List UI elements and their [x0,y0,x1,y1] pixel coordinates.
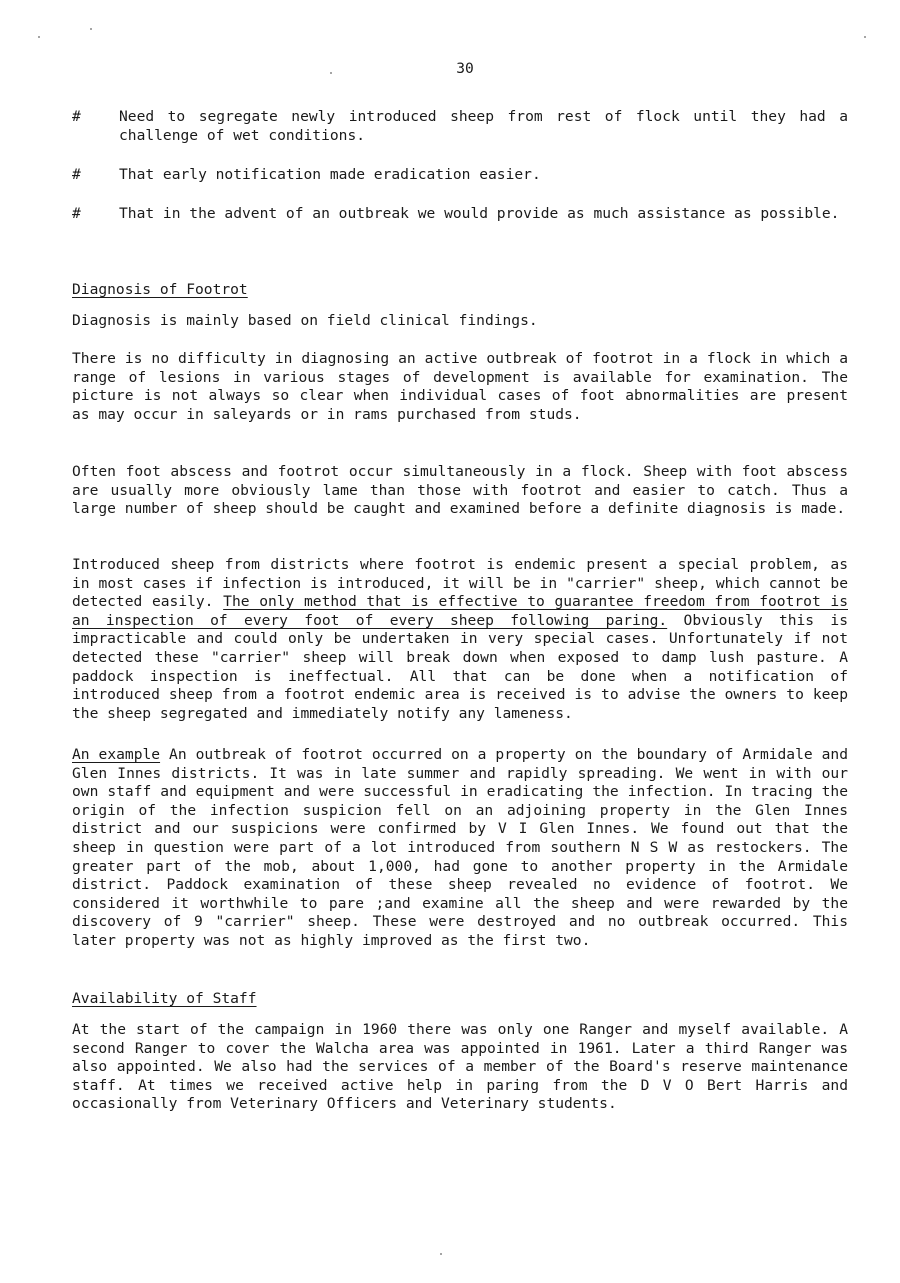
scan-speck [440,1253,442,1255]
hash-bullet: # [72,205,81,222]
paragraph-text: An outbreak of footrot occurred on a property on the boundary of Armidale and Glen Innes districts. It was in late summer and rapidly spreading. We went in with our own staff and equipment and were successful in eradicating the infection. In tracing the origin of the infection suspicion fell on an adjoining property in the Glen Innes district and our suspicions were confirmed by V I Glen Innes. We found out that the sheep in question were part of a lot introduced from southern N S W as restockers. The greater part of the mob, about 1,000, had gone to another property in the Armidale district. Paddock examination of these sheep revealed no evidence of footrot. We considered it worthwhile to pare ;and examine all the sheep and were rewarded by the discovery of 9 "carrier" sheep. These were destroyed and no outbreak occurred. This later property was not as highly improved as the first two. [72,746,848,949]
scan-speck [864,36,866,38]
scan-speck [330,72,332,74]
bullet-text: Need to segregate newly introduced sheep from rest of flock until they had a challenge of wet conditions. [119,108,848,144]
paragraph: There is no difficulty in diagnosing an active outbreak of footrot in a flock in which a range of lesions in various stages of development is available for examination. The picture is not always so clear when individual cases of foot abnormalities are present as may occur in saleyards or in rams purchased from studs. [72,350,848,423]
paragraph-text: Obviously this is impracticable and could only be undertaken in very special cases. Unfortunately if not detected these "carrier" sheep will break down when exposed to damp lush pasture. A paddock inspection is ineffectual. All that can be done when a notification of introduced sheep from a footrot endemic area is received is to advise the owners to keep the sheep segregated and immediately notify any lameness. [72,611,849,722]
example-label: An example [72,746,161,763]
paragraph: Diagnosis is mainly based on field clinical findings. [72,312,538,329]
underlined-statement: The only method that is effective to guarantee freedom from footrot is an inspection of every foot of every sheep following paring. [72,593,848,629]
bullet-text: That in the advent of an outbreak we would provide as much assistance as possible. [119,205,840,222]
paragraph: At the start of the campaign in 1960 there was only one Ranger and myself available. A second Ranger to cover the Walcha area was appointed in 1961. Later a third Ranger was also appointed. We also had the services of a member of the Board's reserve maintenance staff. At times we received active help in paring from the D V O Bert Harris and occasionally from Veterinary Officers and Veterinary students. [72,1021,848,1113]
bullet-text: That early notification made eradication easier. [119,166,541,183]
hash-bullet: # [72,108,81,125]
scan-speck [38,36,40,38]
page-number: 30 [456,60,474,77]
paragraph-text: Introduced sheep from districts where footrot is endemic present a special problem, as in most cases if infection is introduced, it will be in "carrier" sheep, which cannot be detected easily. [72,556,848,611]
bullet-item [72,205,848,224]
scan-speck [90,28,92,30]
section-heading-diagnosis: Diagnosis of Footrot [72,281,248,298]
section-heading-staff: Availability of Staff [72,990,257,1007]
paragraph-carrier-sheep [72,556,848,723]
paragraph: Often foot abscess and footrot occur simultaneously in a flock. Sheep with foot abscess are usually more obviously lame than those with footrot and easier to catch. Thus a large number of sheep should be caught and examined before a definite diagnosis is made. [72,463,848,518]
hash-bullet: # [72,166,81,183]
paragraph-example [72,746,848,951]
bullet-item [72,108,848,145]
bullet-item [72,166,848,185]
